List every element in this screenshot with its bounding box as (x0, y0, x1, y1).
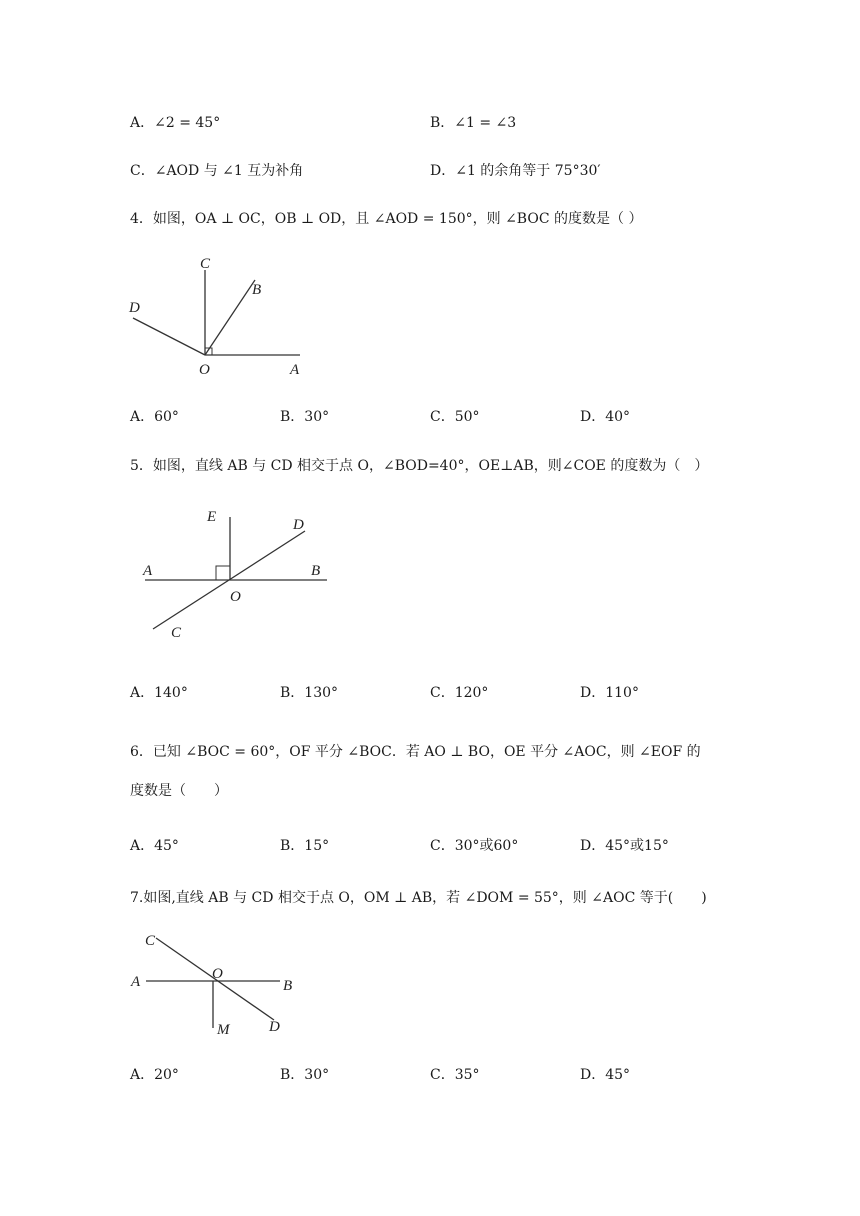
q3-option-d: D．∠1 的余角等于 75°30′ (430, 163, 601, 179)
q3-option-a: A．∠2 = 45° (130, 115, 221, 131)
q4-ray-ob (205, 280, 255, 355)
q4-question-text: 4．如图，OA ⊥ OC，OB ⊥ OD，且 ∠AOD = 150°，则 ∠BOC 的度数是（ ） (130, 211, 643, 227)
q4-label-c: C (200, 256, 211, 272)
q4-figure (125, 250, 325, 380)
q5-label-a: A (143, 563, 153, 579)
q7-option-a: A．20° (130, 1067, 179, 1083)
q4-option-d: D．40° (580, 409, 631, 425)
q5-option-a: A．140° (130, 685, 188, 701)
q6-option-a: A．45° (130, 838, 179, 854)
q7-option-c: C．35° (430, 1067, 480, 1083)
q4-label-b: B (252, 282, 262, 298)
q5-label-c: C (171, 625, 182, 641)
q4-option-b: B．30° (280, 409, 330, 425)
q4-option-c: C．50° (430, 409, 480, 425)
q5-option-d: D．110° (580, 685, 639, 701)
q7-question-text: 7.如图,直线 AB 与 CD 相交于点 O，OM ⊥ AB，若 ∠DOM = 55°，则 ∠AOC 等于( ) (130, 890, 707, 906)
q7-label-m: M (217, 1022, 230, 1038)
q6-option-b: B．15° (280, 838, 330, 854)
q3-option-c: C．∠AOD 与 ∠1 互为补角 (130, 163, 304, 179)
q7-label-c: C (145, 933, 156, 949)
q6-question-text-line1: 6．已知 ∠BOC = 60°，OF 平分 ∠BOC．若 AO ⊥ BO，OE 平分 ∠AOC，则 ∠EOF 的 (130, 744, 701, 760)
q6-option-c: C．30°或60° (430, 838, 519, 854)
q6-question-text-line2: 度数是（ ） (130, 783, 228, 799)
q7-label-d: D (269, 1019, 280, 1035)
q5-label-b: B (311, 563, 321, 579)
q4-label-d: D (129, 300, 140, 316)
q5-option-b: B．130° (280, 685, 339, 701)
q5-label-o: O (230, 589, 241, 605)
q4-ray-od (133, 318, 205, 355)
q5-right-angle-mark (216, 566, 230, 580)
q7-label-b: B (283, 978, 293, 994)
q7-label-a: A (131, 974, 141, 990)
q7-option-d: D．45° (580, 1067, 631, 1083)
q3-option-b: B．∠1 = ∠3 (430, 115, 517, 131)
q5-figure (135, 505, 345, 645)
q4-label-o: O (199, 362, 210, 378)
q6-option-d: D．45°或15° (580, 838, 669, 854)
q7-option-b: B．30° (280, 1067, 330, 1083)
q5-label-e: E (207, 509, 217, 525)
q5-question-text: 5．如图，直线 AB 与 CD 相交于点 O，∠BOD=40°，OE⊥AB，则∠COE 的度数为（ ） (130, 458, 709, 474)
q5-label-d: D (293, 517, 304, 533)
q7-label-o: O (212, 966, 223, 982)
q5-option-c: C．120° (430, 685, 489, 701)
q7-figure (128, 928, 308, 1043)
q4-option-a: A．60° (130, 409, 179, 425)
q4-label-a: A (290, 362, 300, 378)
